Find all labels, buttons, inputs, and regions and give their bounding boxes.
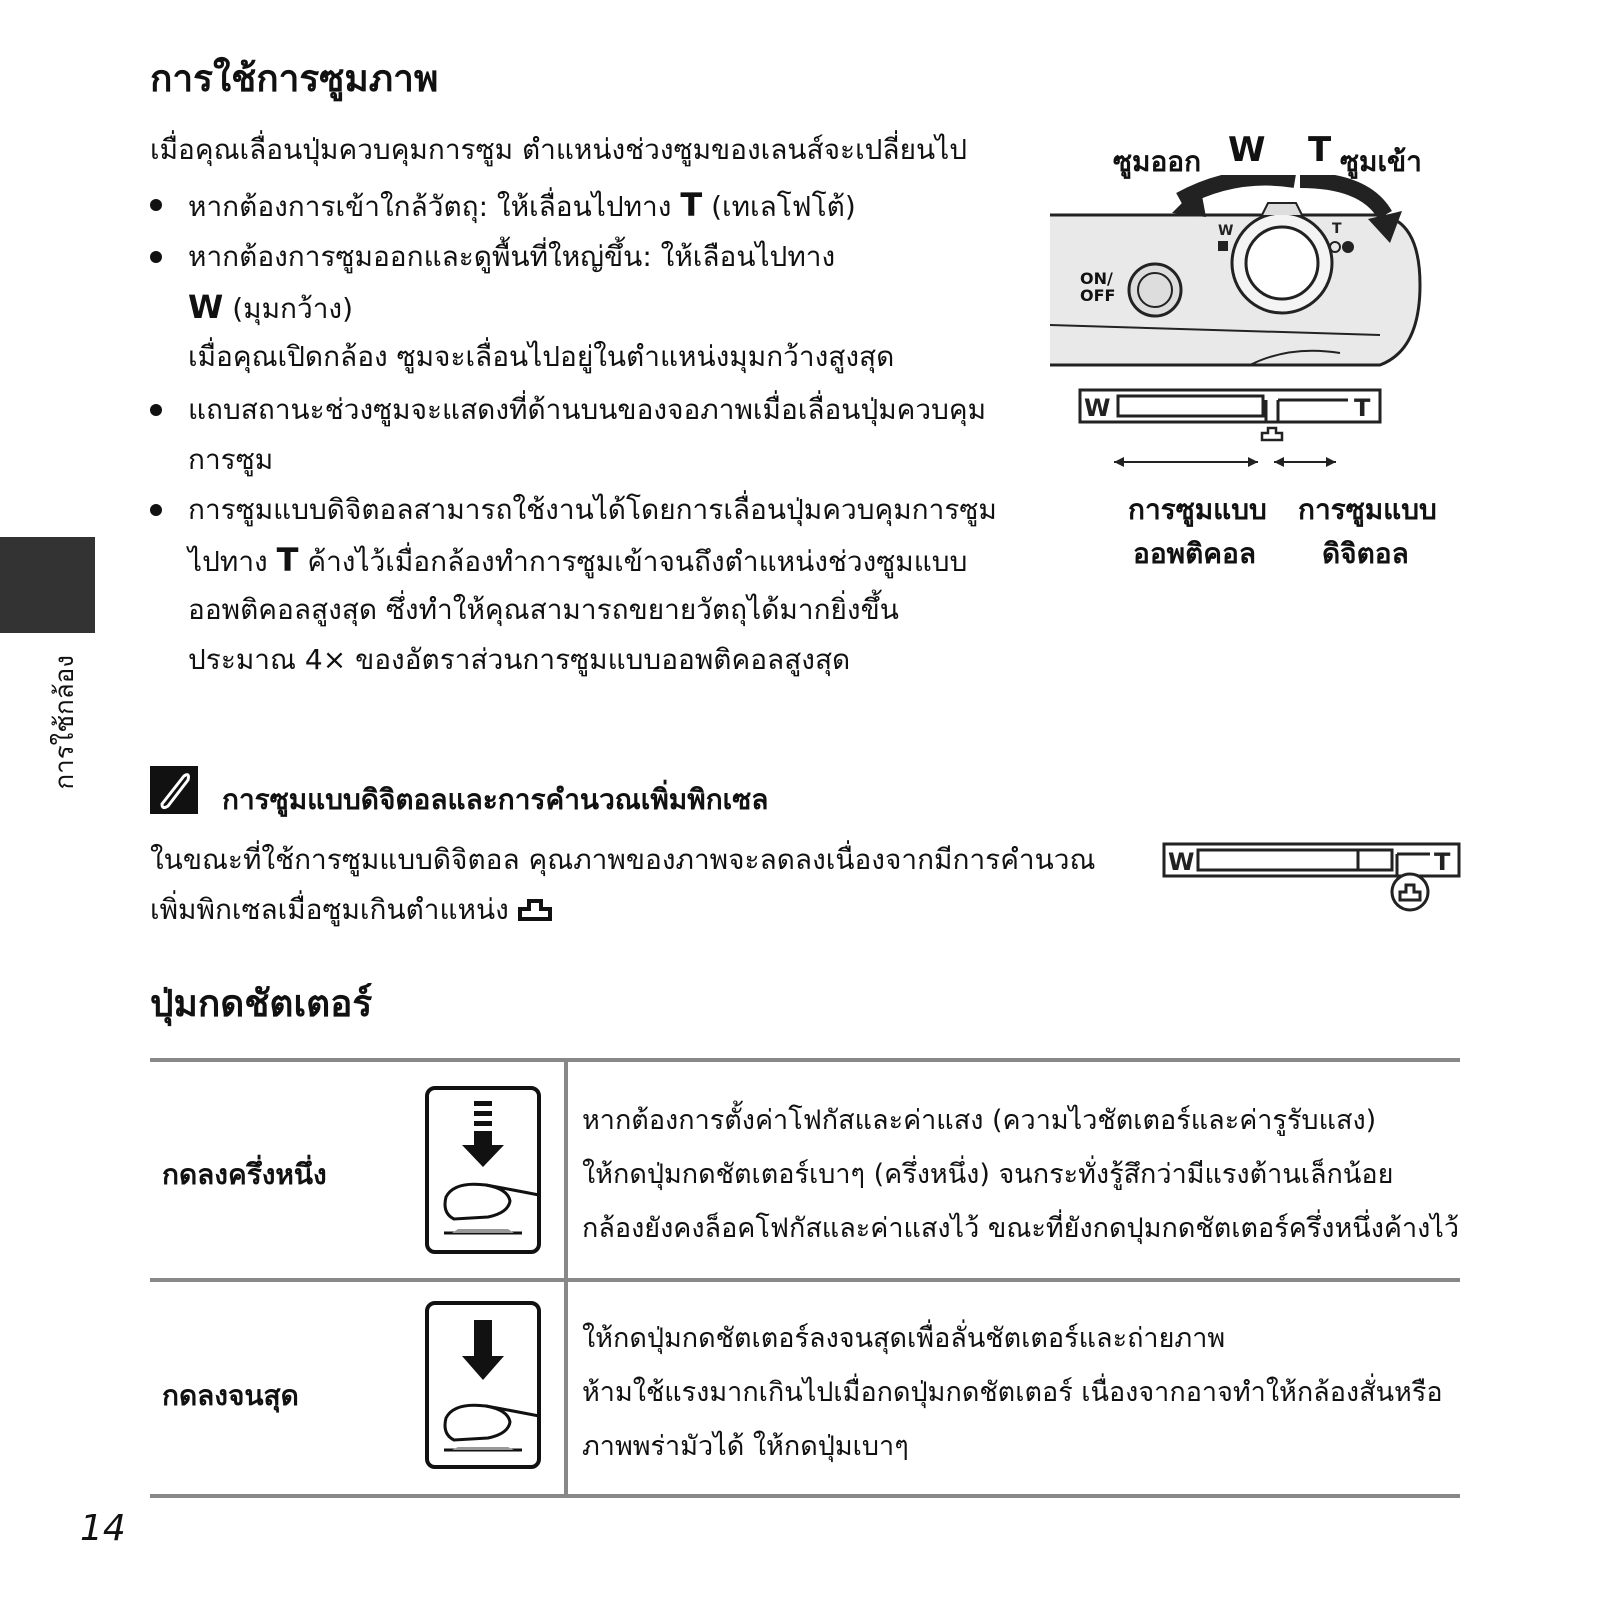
- bullet-dot: [150, 404, 162, 416]
- on-off-label: ON/ OFF: [1080, 269, 1116, 305]
- section-title-zoom: การใช้การซูมภาพ: [150, 57, 439, 100]
- bullet-digital-line1: การซูมแบบดิจิตอลสามารถใช้งานได้โดยการเลื่อนปุ่มควบคุมการซูม: [188, 493, 997, 526]
- bullet-tele-post: (เทเลโฟโต้): [702, 190, 856, 223]
- bullet-tele: [188, 180, 856, 232]
- t-key-label: T: [276, 541, 299, 579]
- svg-text:T: T: [1434, 848, 1451, 876]
- digital-label-2: ดิจิตอล: [1322, 537, 1409, 570]
- table-middle-rule: [150, 1278, 1460, 1282]
- w-key-label: W: [188, 288, 224, 326]
- bullet-dot: [150, 251, 162, 263]
- note-line1: ในขณะที่ใช้การซูมแบบดิจิตอล คุณภาพของภาพจะลดลงเนื่องจากมีการคำนวณ: [150, 843, 1096, 876]
- bullet-wide-line2: [188, 282, 353, 334]
- zoom-in-label: ซูมเข้า: [1340, 145, 1422, 178]
- bullet-wide-line3: เมื่อคุณเปิดกล้อง ซูมจะเลื่อนไปอยู่ในตำแหน่งมุมกว้างสูงสุด: [188, 340, 895, 373]
- row-full-press-line: ห้ามใช้แรงมากเกินไปเมื่อกดปุ่มกดชัตเตอร์ เนื่องจากอาจทำให้กล้องสั่นหรือ: [582, 1377, 1443, 1408]
- svg-text:W: W: [1084, 394, 1111, 422]
- page-number: 14: [80, 1508, 126, 1549]
- t-key-label: T: [680, 186, 703, 224]
- zoom-out-label: ซูมออก: [1113, 145, 1202, 178]
- bullet-status-line2: การซูม: [188, 443, 274, 476]
- note-line2: [150, 885, 552, 935]
- row-half-press-line: หากต้องการตั้งค่าโฟกัสและค่าแสง (ความไวชัตเตอร์และค่ารูรับแสง): [582, 1105, 1377, 1136]
- bullet-dot: [150, 199, 162, 211]
- table-column-divider: [564, 1058, 568, 1498]
- bullet-digital-pre: ไปทาง: [188, 545, 277, 578]
- w-label: W: [1228, 130, 1266, 170]
- svg-text:W: W: [1168, 848, 1195, 876]
- table-top-rule: [150, 1058, 1460, 1062]
- bullet-digital-line2: [188, 535, 967, 587]
- intro-text: เมื่อคุณเลื่อนปุ่มควบคุมการซูม ตำแหน่งช่วงซูมของเลนส์จะเปลี่ยนไป: [150, 133, 967, 166]
- row-half-press-desc: [582, 1094, 1462, 1256]
- bullet-dot: [150, 504, 162, 516]
- bullet-wide-post: (มุมกว้าง): [223, 292, 354, 325]
- svg-text:T: T: [1354, 394, 1371, 422]
- optical-label-1: การซูมแบบ: [1128, 493, 1267, 526]
- bullet-digital-line4: ประมาณ 4× ของอัตราส่วนการซูมแบบออพติคอลสูงสุด: [188, 643, 851, 676]
- note-pencil-icon: [150, 766, 198, 814]
- full-press-icon: [424, 1300, 542, 1470]
- bullet-tele-pre: หากต้องการเข้าใกล้วัตถุ: ให้เลื่อนไปทาง: [188, 190, 681, 223]
- table-bottom-rule: [150, 1494, 1460, 1498]
- digital-label-1: การซูมแบบ: [1298, 493, 1437, 526]
- row-half-press-label: กดลงครึ่งหนึ่ง: [162, 1158, 327, 1191]
- row-full-press-desc: [582, 1312, 1462, 1474]
- row-full-press-line: ให้กดปุ่มกดชัตเตอร์ลงจนสุดเพื่อลั่นชัตเตอร์และถ่ายภาพ: [582, 1323, 1226, 1354]
- note-title: การซูมแบบดิจิตอลและการคำนวณเพิ่มพิกเซล: [222, 783, 769, 816]
- note-line2-text: เพิ่มพิกเซลเมื่อซูมเกินตำแหน่ง: [150, 893, 509, 926]
- bullet-status-line1: แถบสถานะช่วงซูมจะแสดงที่ด้านบนของจอภาพเมื่อเลื่อนปุ่มควบคุม: [188, 393, 987, 426]
- row-full-press-label: กดลงจนสุด: [162, 1379, 299, 1412]
- zoom-bar-small: [1162, 842, 1462, 914]
- optical-label-2: ออพติคอล: [1133, 537, 1256, 570]
- bullet-digital-post: ค้างไว้เมื่อกล้องทำการซูมเข้าจนถึงตำแหน่งช่วงซูมแบบ: [298, 545, 968, 578]
- half-press-icon: [424, 1085, 542, 1255]
- digital-zoom-threshold-icon: [518, 897, 552, 921]
- svg-text:W: W: [1218, 223, 1234, 239]
- row-full-press-line: ภาพพร่ามัวได้ ให้กดปุ่มเบาๆ: [582, 1431, 909, 1462]
- section-title-shutter: ปุ่มกดชัตเตอร์: [150, 982, 373, 1025]
- chapter-tab: [0, 537, 95, 633]
- row-half-press-line: ให้กดปุ่มกดชัตเตอร์เบาๆ (ครึ่งหนึ่ง) จนกระทั่งรู้สึกว่ามีแรงต้านเล็กน้อย: [582, 1159, 1394, 1190]
- svg-text:T: T: [1332, 221, 1342, 237]
- t-label: T: [1308, 130, 1332, 170]
- zoom-bar-diagram: [1078, 388, 1388, 473]
- bullet-digital-line3: ออพติคอลสูงสุด ซึ่งทำให้คุณสามารถขยายวัตถุได้มากยิ่งขึ้น: [188, 593, 899, 626]
- row-half-press-line: กล้องยังคงล็อคโฟกัสและค่าแสงไว้ ขณะที่ยังกดปุมกดชัตเตอร์ครึ่งหนึ่งค้างไว้: [582, 1213, 1460, 1244]
- bullet-wide-line1: หากต้องการซูมออกและดูพื้นที่ใหญ่ขึ้น: ให้เลือนไปทาง: [188, 240, 836, 273]
- chapter-tab-label: การใช้กล้อง: [50, 655, 80, 790]
